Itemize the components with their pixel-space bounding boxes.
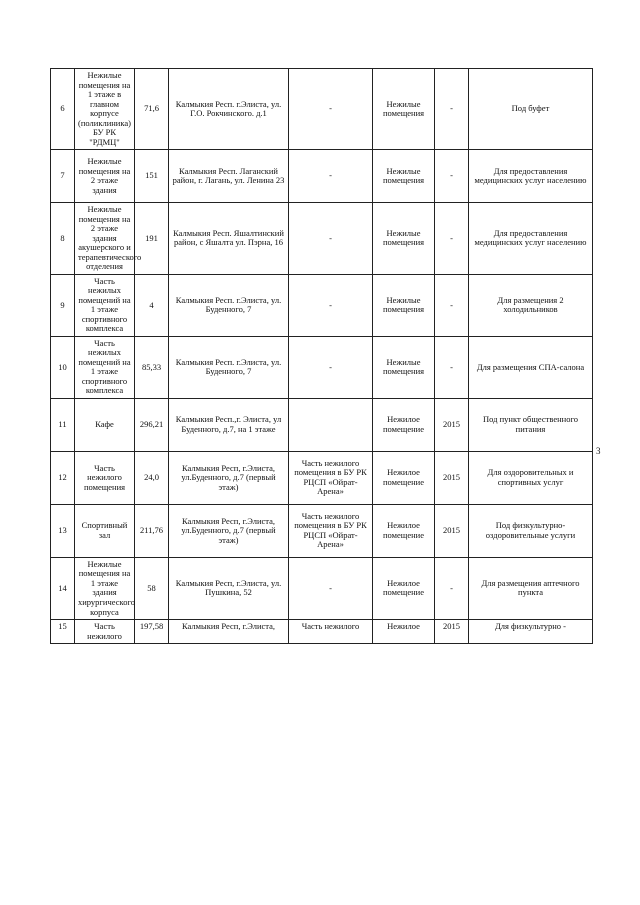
cell-year: 2015 bbox=[435, 398, 469, 451]
cell-area: 24,0 bbox=[135, 451, 169, 504]
cell-object-type: Нежилые помещения bbox=[373, 203, 435, 275]
cell-address: Калмыкия Респ. г.Элиста, ул. Буденного, 7 bbox=[169, 336, 289, 398]
cell-purpose: Для оздоровительных и спортивных услуг bbox=[469, 451, 593, 504]
cell-address: Калмыкия Респ, г.Элиста, ул.Буденного, д.7 (первый этаж) bbox=[169, 504, 289, 557]
cell-area: 151 bbox=[135, 150, 169, 203]
cell-row-number: 10 bbox=[51, 336, 75, 398]
cell-object-name: Спортивный зал bbox=[75, 504, 135, 557]
cell-purpose: Для предоставления медицинских услуг населению bbox=[469, 203, 593, 275]
table-row bbox=[51, 274, 593, 336]
cell-year: 2015 bbox=[435, 620, 469, 644]
cell-object-name: Часть нежилых помещений на 1 этаже спортивного комплекса bbox=[75, 274, 135, 336]
cell-object-type: Нежилое помещение bbox=[373, 398, 435, 451]
cell-address: Калмыкия Респ.,г. Элиста, ул Буденного, д.7, на 1 этаже bbox=[169, 398, 289, 451]
cell-description: - bbox=[289, 336, 373, 398]
cell-object-name: Кафе bbox=[75, 398, 135, 451]
table-row bbox=[51, 451, 593, 504]
cell-year: - bbox=[435, 274, 469, 336]
page-number: 3 bbox=[596, 446, 601, 456]
cell-object-name: Нежилые помещения на 2 этаже здания акушерского и терапевтического отделения bbox=[75, 203, 135, 275]
table-row bbox=[51, 620, 593, 644]
cell-address: Калмыкия Респ. Лаганский район, г. Лагань, ул. Ленина 23 bbox=[169, 150, 289, 203]
table-row bbox=[51, 504, 593, 557]
cell-area: 211,76 bbox=[135, 504, 169, 557]
cell-row-number: 8 bbox=[51, 203, 75, 275]
cell-year: - bbox=[435, 69, 469, 150]
cell-purpose: Под физкультурно-оздоровительные услуги bbox=[469, 504, 593, 557]
cell-row-number: 12 bbox=[51, 451, 75, 504]
cell-row-number: 7 bbox=[51, 150, 75, 203]
table-row bbox=[51, 336, 593, 398]
cell-area: 191 bbox=[135, 203, 169, 275]
cell-address: Калмыкия Респ, г.Элиста, bbox=[169, 620, 289, 644]
cell-row-number: 9 bbox=[51, 274, 75, 336]
property-table bbox=[50, 68, 593, 644]
cell-purpose: Для размещения СПА-салона bbox=[469, 336, 593, 398]
cell-description: - bbox=[289, 203, 373, 275]
cell-description: - bbox=[289, 274, 373, 336]
cell-address: Калмыкия Респ. Яшалтинский район, с Яшалта ул. Пэрна, 16 bbox=[169, 203, 289, 275]
cell-purpose: Для размещения 2 холодильников bbox=[469, 274, 593, 336]
table-row bbox=[51, 557, 593, 619]
cell-area: 58 bbox=[135, 557, 169, 619]
cell-row-number: 15 bbox=[51, 620, 75, 644]
cell-object-name: Часть нежилого помещения bbox=[75, 451, 135, 504]
cell-object-type: Нежилое помещение bbox=[373, 504, 435, 557]
cell-object-type: Нежилые помещения bbox=[373, 150, 435, 203]
cell-address: Калмыкия Респ. г.Элиста, ул. Г.О. Рокчинского. д.1 bbox=[169, 69, 289, 150]
cell-purpose: Под пункт общественного питания bbox=[469, 398, 593, 451]
cell-area: 296,21 bbox=[135, 398, 169, 451]
cell-year: - bbox=[435, 336, 469, 398]
cell-row-number: 13 bbox=[51, 504, 75, 557]
cell-row-number: 6 bbox=[51, 69, 75, 150]
cell-description: Часть нежилого помещения в БУ РК РЦСП «Ойрат-Арена» bbox=[289, 451, 373, 504]
cell-area: 85,33 bbox=[135, 336, 169, 398]
cell-year: - bbox=[435, 557, 469, 619]
cell-description: - bbox=[289, 69, 373, 150]
cell-description bbox=[289, 398, 373, 451]
table-row bbox=[51, 203, 593, 275]
cell-purpose: Под буфет bbox=[469, 69, 593, 150]
cell-object-name: Нежилые помещения на 2 этаже здания bbox=[75, 150, 135, 203]
cell-object-type: Нежилые помещения bbox=[373, 69, 435, 150]
cell-object-name: Часть нежилого bbox=[75, 620, 135, 644]
cell-year: - bbox=[435, 150, 469, 203]
cell-object-type: Нежилое помещение bbox=[373, 557, 435, 619]
cell-year: 2015 bbox=[435, 451, 469, 504]
cell-object-type: Нежилое bbox=[373, 620, 435, 644]
cell-object-name: Нежилые помещения на 1 этаже в главном корпусе (поликлиника) БУ РК "РДМЦ" bbox=[75, 69, 135, 150]
cell-object-name: Часть нежилых помещений на 1 этаже спортивного комплекса bbox=[75, 336, 135, 398]
cell-year: - bbox=[435, 203, 469, 275]
cell-description: Часть нежилого помещения в БУ РК РЦСП «Ойрат-Арена» bbox=[289, 504, 373, 557]
table-row bbox=[51, 398, 593, 451]
cell-address: Калмыкия Респ. г.Элиста, ул. Буденного, 7 bbox=[169, 274, 289, 336]
cell-address: Калмыкия Респ, г.Элиста, ул.Буденного, д.7 (первый этаж) bbox=[169, 451, 289, 504]
cell-purpose: Для размещения аптечного пункта bbox=[469, 557, 593, 619]
cell-row-number: 11 bbox=[51, 398, 75, 451]
cell-purpose: Для предоставления медицинских услуг населению bbox=[469, 150, 593, 203]
cell-area: 197,58 bbox=[135, 620, 169, 644]
cell-year: 2015 bbox=[435, 504, 469, 557]
cell-row-number: 14 bbox=[51, 557, 75, 619]
cell-area: 4 bbox=[135, 274, 169, 336]
cell-description: - bbox=[289, 150, 373, 203]
cell-address: Калмыкия Респ, г.Элиста, ул. Пушкина, 52 bbox=[169, 557, 289, 619]
cell-object-type: Нежилые помещения bbox=[373, 274, 435, 336]
cell-object-name: Нежилые помещения на 1 этаже здания хирургического корпуса bbox=[75, 557, 135, 619]
cell-object-type: Нежилое помещение bbox=[373, 451, 435, 504]
cell-purpose: Для физкультурно - bbox=[469, 620, 593, 644]
table-row bbox=[51, 69, 593, 150]
cell-description: - bbox=[289, 557, 373, 619]
cell-area: 71,6 bbox=[135, 69, 169, 150]
cell-object-type: Нежилые помещения bbox=[373, 336, 435, 398]
cell-description: Часть нежилого bbox=[289, 620, 373, 644]
table-row bbox=[51, 150, 593, 203]
